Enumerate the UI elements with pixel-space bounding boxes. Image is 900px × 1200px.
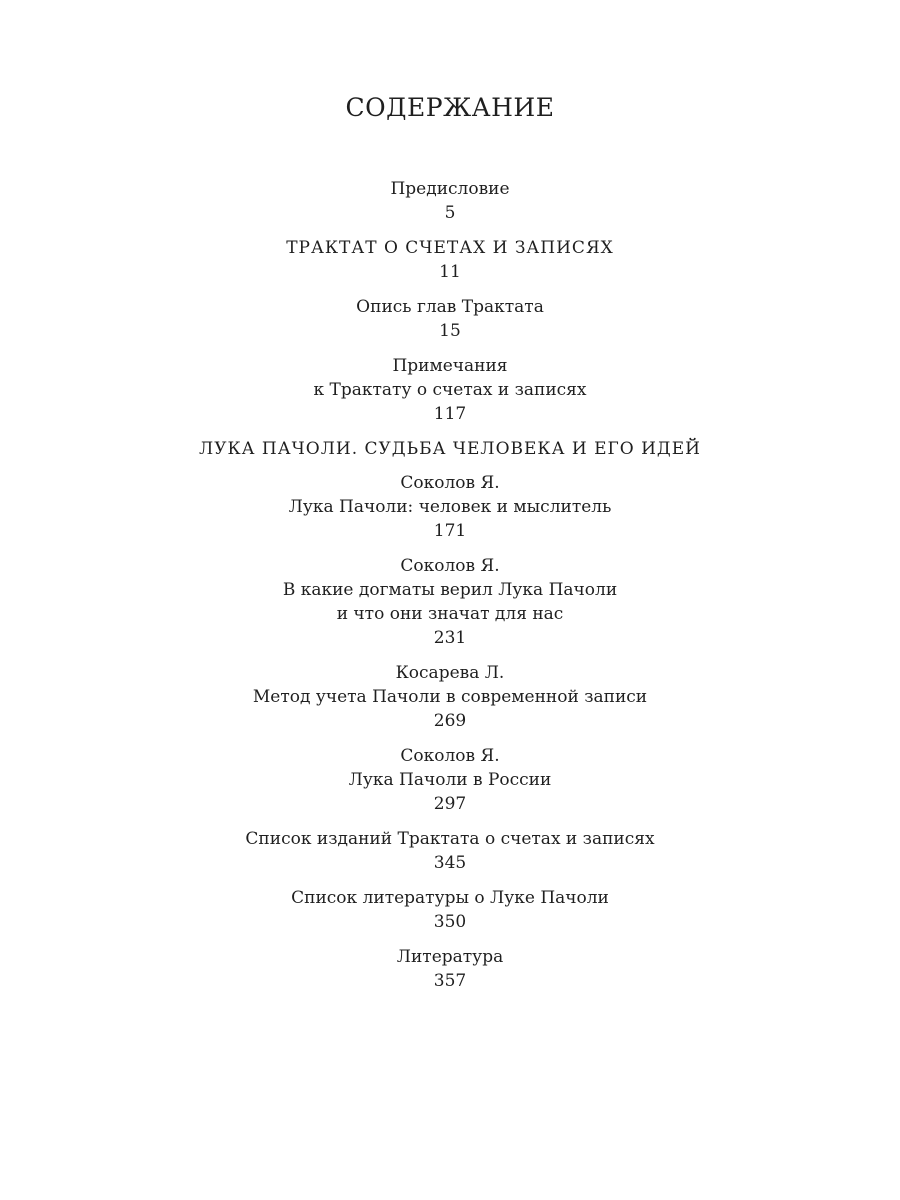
toc-entry-title: Метод учета Пачоли в современной записи — [252, 687, 648, 707]
toc-page-number: 11 — [439, 262, 461, 282]
toc-page-number: 5 — [444, 203, 456, 223]
toc-page-number: 15 — [439, 321, 461, 341]
toc-entry-editions-list — [0, 827, 900, 875]
toc-page-number: 345 — [433, 853, 467, 873]
toc-entry-title: и что они значат для нас — [336, 604, 564, 624]
toc-page-number: 171 — [433, 521, 467, 541]
toc-entry-sokolov-1 — [0, 471, 900, 543]
toc-entry-title: Лука Пачоли в России — [348, 770, 552, 790]
toc-entry-bibliography — [0, 945, 900, 993]
toc-entry-treatise — [0, 236, 900, 284]
page-title: СОДЕРЖАНИЕ — [345, 93, 555, 122]
toc-section-title: ЛУКА ПАЧОЛИ. СУДЬБА ЧЕЛОВЕКА И ЕГО ИДЕЙ — [199, 439, 701, 459]
toc-entry-preface — [0, 177, 900, 225]
table-of-contents — [0, 177, 900, 1004]
toc-entry-title: Предисловие — [390, 179, 510, 199]
toc-entry-sokolov-3 — [0, 744, 900, 816]
toc-entry-literature-list — [0, 886, 900, 934]
toc-entry-author: Соколов Я. — [400, 473, 500, 493]
toc-entry-notes — [0, 354, 900, 426]
toc-entry-title: ТРАКТАТ О СЧЕТАХ И ЗАПИСЯХ — [286, 238, 614, 258]
toc-entry-title: Литература — [396, 947, 504, 967]
toc-entry-title: Примечания — [392, 356, 508, 376]
toc-entry-sokolov-2 — [0, 554, 900, 650]
toc-page-number: 269 — [433, 711, 467, 731]
toc-entry-author: Соколов Я. — [400, 746, 500, 766]
toc-entry-title: к Трактату о счетах и записях — [313, 380, 587, 400]
toc-entry-title: Опись глав Трактата — [356, 297, 544, 317]
toc-page-number: 297 — [433, 794, 467, 814]
toc-entry-chapter-list — [0, 295, 900, 343]
toc-page-number: 350 — [433, 912, 467, 932]
toc-page-number: 117 — [433, 404, 467, 424]
toc-page-number: 231 — [433, 628, 467, 648]
toc-entry-title: Список литературы о Луке Пачоли — [291, 888, 609, 908]
toc-entry-author: Косарева Л. — [395, 663, 505, 683]
toc-section-heading — [0, 437, 900, 461]
toc-entry-title: Список изданий Трактата о счетах и записях — [245, 829, 655, 849]
toc-entry-title: В какие догматы верил Лука Пачоли — [282, 580, 618, 600]
toc-entry-kosareva — [0, 661, 900, 733]
toc-entry-author: Соколов Я. — [400, 556, 500, 576]
toc-page-number: 357 — [433, 971, 467, 991]
toc-entry-title: Лука Пачоли: человек и мыслитель — [288, 497, 612, 517]
